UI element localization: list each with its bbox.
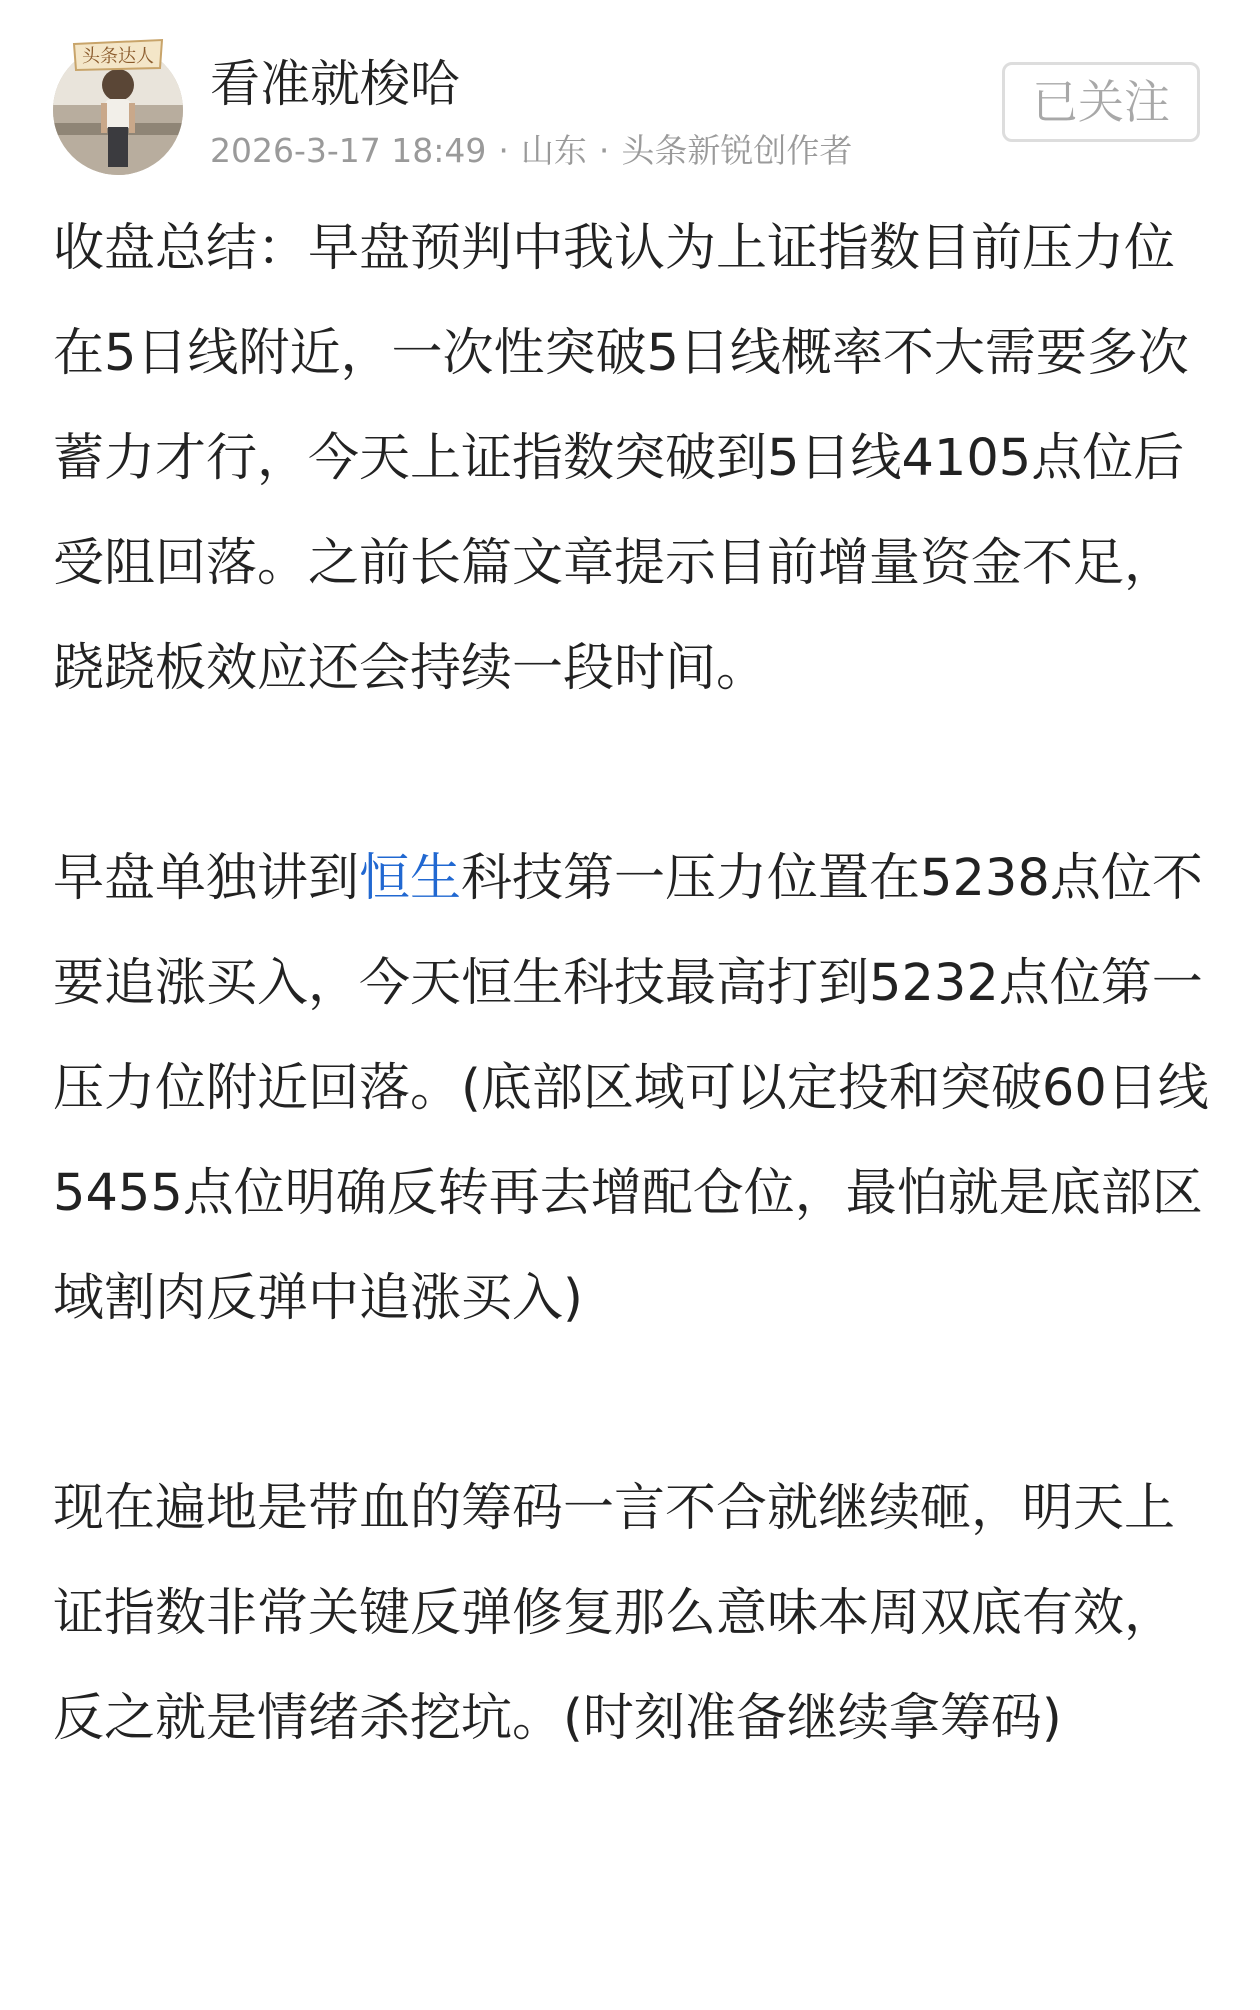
- article-paragraph: 现在遍地是带血的筹码一言不合就继续砸，明天上证指数非常关键反弹修复那么意味本周双底有效，反之就是情绪杀挖坑。(时刻准备继续拿筹码): [53, 1479, 1176, 1748]
- author-title: 头条新锐创作者: [621, 131, 853, 170]
- creator-badge-icon: [70, 38, 166, 72]
- meta-separator: ·: [498, 131, 509, 170]
- post-location: 山东: [520, 131, 587, 170]
- author-name[interactable]: 看准就梭哈: [210, 55, 460, 113]
- article-paragraph: 收盘总结：早盘预判中我认为上证指数目前压力位在5日线附近，一次性突破5日线概率不大需要多次蓄力才行，今天上证指数突破到5日线4105点位后受阻回落。之前长篇文章提示目前增量资金不足，跷跷板效应还会持续一段时间。: [53, 219, 1189, 698]
- article-body: [53, 196, 1213, 1771]
- follow-button[interactable]: 已关注: [1002, 62, 1200, 142]
- paragraph-text: 科技第一压力位置在5238点位不要追涨买入，今天恒生科技最高打到5232点位第一压力位附近回落。(底部区域可以定投和突破60日线5455点位明确反转再去增配仓位，最怕就是底部区域割肉反弹中追涨买入): [53, 849, 1209, 1328]
- post-meta: [210, 128, 852, 174]
- post-header: [0, 0, 1260, 180]
- meta-separator: ·: [598, 131, 610, 170]
- hang-seng-link[interactable]: 恒生: [359, 849, 462, 908]
- article-paragraph: [53, 826, 1213, 1351]
- creator-badge-label: 头条达人: [82, 46, 154, 67]
- post-date: 2026-3-17 18:49: [210, 131, 487, 170]
- paragraph-text: 早盘单独讲到: [53, 849, 360, 908]
